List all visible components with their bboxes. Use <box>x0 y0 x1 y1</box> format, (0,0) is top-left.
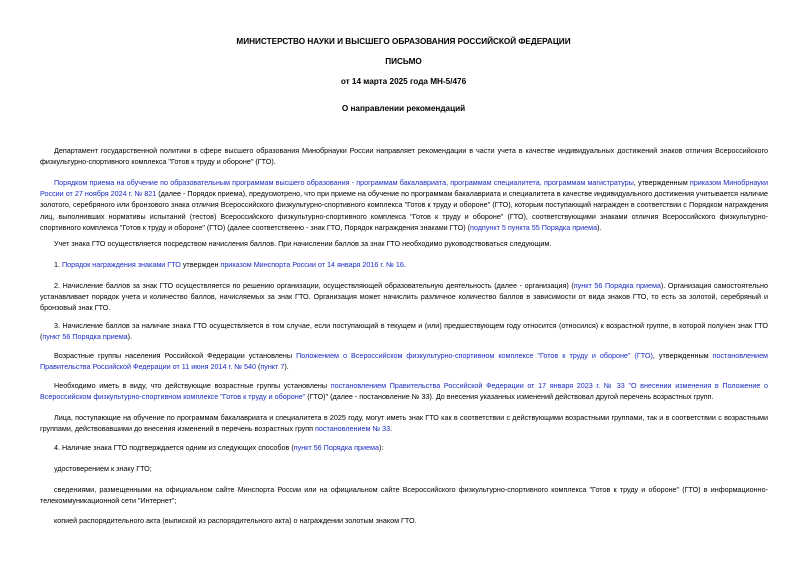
paragraph-text: Учет знака ГТО осуществляется посредством начисления баллов. При начислении баллов за знак ГТО необходимо руководствоваться следующим. <box>54 239 552 248</box>
paragraph-text: сведениями, размещенными на официальном сайте Минспорта России или на официальном сайте Всероссийского физкультурно-спортивного комплекса "Готов к труду и обороне" (ГТО) в информационно-телекоммуникационной сети "Интернет"; <box>40 485 768 506</box>
paragraph-text: . <box>390 424 393 434</box>
paragraph <box>40 259 768 270</box>
paragraph-text: (далее - Порядок приема), предусмотрено, что при приеме на обучение по программам бакалавриата и специалитета в качестве индивидуального достижения учитывается наличие золотого, серебряного или бронзового знака отличия Всероссийского физкультурно-спортивного комплекса "Готов к труду и обороне" (ГТО), которым поступающий награжден в соответствии с Порядком награждения лиц, выполнивших нормативы испытаний (тестов) Всероссийского физкультурно-спортивного комплекса "Готов к труду и обороне" (ГТО), соответствующими знаками отличия Всероссийского физкультурно-спортивного комплекса "Готов к труду и обороне" (ГТО) (далее соответственно - знак ГТО, Порядок награждения знаками ГТО) ( <box>40 189 768 232</box>
paragraph-text: 2. Начисление баллов за знак ГТО осуществляется по решению организации, осуществляющей образовательную деятельность (далее - организация) ( <box>54 281 574 290</box>
document-link[interactable]: постановлением № 33 <box>315 424 391 434</box>
paragraph-text: ( <box>255 362 261 372</box>
paragraph-text: копией распорядительного акта (выпиской из распорядительного акта) о награждении золотым знаком ГТО. <box>54 516 417 525</box>
paragraph <box>40 238 768 249</box>
paragraph-text: ). <box>597 222 602 232</box>
paragraph <box>40 412 768 434</box>
paragraph-text: ). <box>127 332 133 342</box>
document-subject: О направлении рекомендаций <box>341 104 466 113</box>
document-date-number: от 14 марта 2025 года МН-5/476 <box>340 77 467 86</box>
paragraph-text: 4. Наличие знака ГТО подтверждается одним из следующих способов ( <box>54 443 294 452</box>
paragraph-text: ). <box>284 362 289 372</box>
paragraph <box>40 515 768 526</box>
paragraph-text: Лица, поступающие на обучение по программам бакалавриата и специалитета в 2025 году, могут иметь знак ГТО как в соответствии с действующими возрастными группами, так и в соответствии с возрастными группами, действовавшими до внесения изменений в перечень возрастных групп <box>40 413 768 434</box>
paragraph <box>40 145 768 167</box>
paragraph <box>40 380 768 402</box>
document-type: ПИСЬМО <box>385 57 422 66</box>
document-link[interactable]: пункт 56 Порядка приема <box>573 281 661 290</box>
document-link[interactable]: постановлением Правительства Российской Федерации от 11 июня 2014 г. № 540 <box>40 351 769 372</box>
document-link[interactable]: Порядок награждения знаками ГТО <box>62 260 181 269</box>
paragraph <box>40 484 768 506</box>
paragraph-text: ). Организация самостоятельно устанавливает порядок учета и количество баллов, начисляемых за знак ГТО. Организация может начислить различное количество баллов в зависимости от вида знаков ГТО, то есть за золотой, серебряный и бронзовый знак ГТО. <box>40 281 768 313</box>
paragraph-text: (ГТО)" (далее - постановление № 33). До внесения указанных изменений действовал другой перечень возрастных групп. <box>305 392 714 402</box>
document-link[interactable]: постановлением Правительства Российской Федерации от 17 января 2023 г. № 33 "О внесении изменения в Положение о Всероссийском физкультурно-спортивном комплексе "Готов к труду и обороне" <box>40 381 768 402</box>
paragraph-text: утвержден <box>180 260 221 269</box>
paragraph <box>40 177 768 233</box>
paragraph-text: ): <box>378 443 384 452</box>
document-link[interactable]: Порядком приема на обучение по образовательным программам высшего образования - программам бакалавриата, программам специалитета, программам магистратуры <box>54 178 634 187</box>
paragraph-text: удостоверением к знаку ГТО; <box>54 464 152 473</box>
paragraph-text: . <box>403 260 406 269</box>
paragraph-text: Необходимо иметь в виду, что действующие возрастные группы установлены <box>54 381 331 390</box>
paragraph-text: 3. Начисление баллов за наличие знака ГТО осуществляется в том случае, если поступающий в текущем и (или) предшествующем году относится (относился) к возрастной группе, в которой получен знак ГТО ( <box>40 321 768 342</box>
document-link[interactable]: пункт 56 Порядка приема <box>42 332 128 342</box>
document-link[interactable]: подпункт 5 пункта 55 Порядка приема <box>470 222 598 232</box>
paragraph <box>40 280 768 314</box>
paragraph-text: 1. <box>54 260 62 269</box>
paragraph <box>40 442 768 453</box>
paragraph-text: Возрастные группы населения Российской Федерации установлены <box>54 351 297 360</box>
document-link[interactable]: пункт 56 Порядка приема <box>293 443 379 452</box>
paragraph-text: , утвержденным <box>633 178 690 187</box>
document-link[interactable]: пункт 7 <box>260 362 285 372</box>
paragraph-text: Департамент государственной политики в сфере высшего образования Минобрнауки России направляет рекомендации в части учета в качестве индивидуальных достижений знаков отличия Всероссийского физкультурно-спортивного комплекса "Готов к труду и обороне" (ГТО). <box>40 146 768 167</box>
document-link[interactable]: приказом Минспорта России от 14 января 2016 г. № 16 <box>220 260 404 269</box>
document-link[interactable]: Положением о Всероссийском физкультурно-спортивном комплексе "Готов к труду и обороне" (ГТО) <box>296 351 653 360</box>
document-link[interactable]: приказом Минобрнауки России от 27 ноября 2024 г. № 821 <box>40 178 769 199</box>
ministry-heading: МИНИСТЕРСТВО НАУКИ И ВЫСШЕГО ОБРАЗОВАНИЯ РОССИЙСКОЙ ФЕДЕРАЦИИ <box>236 37 571 46</box>
paragraph <box>40 320 768 342</box>
paragraph <box>40 463 768 474</box>
paragraph <box>40 350 768 372</box>
paragraph-text: , утвержденным <box>652 351 713 360</box>
